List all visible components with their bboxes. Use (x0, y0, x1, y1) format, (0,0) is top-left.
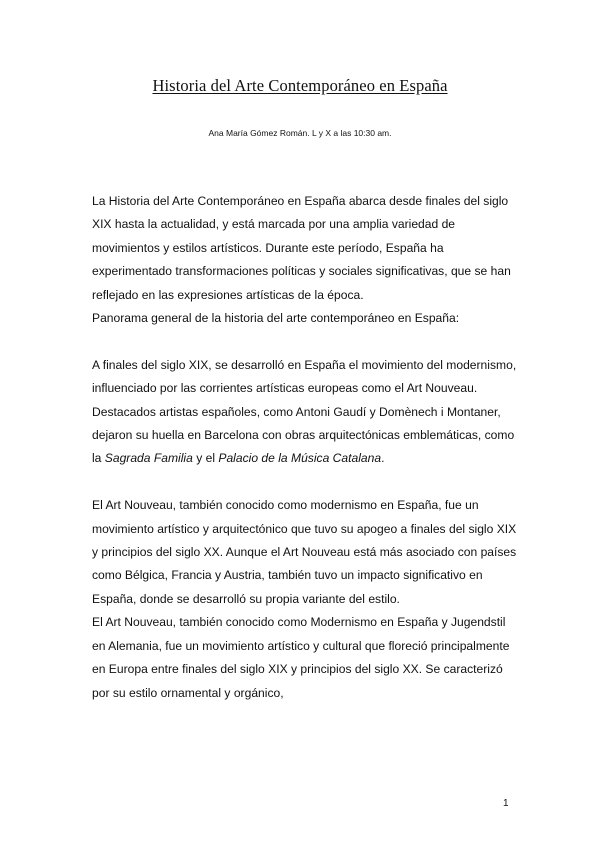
modernismo-paragraph (92, 354, 522, 471)
intro-paragraph: La Historia del Arte Contemporáneo en España abarca desde finales del siglo XIX hasta la actualidad, y está marcada por una amplia variedad de movimientos y estilos artísticos. Durante este período, España ha experimentado transformaciones políticas y sociales significativas, que se han reflejado en las expresiones artísticas de la época. (92, 194, 511, 302)
document-body (92, 190, 522, 705)
modernismo-text-after: . (381, 451, 385, 466)
modernismo-text-middle: y el (192, 451, 219, 466)
overview-heading: Panorama general de la historia del arte contemporáneo en España: (92, 311, 460, 326)
paragraph-gap (92, 330, 522, 353)
modernismo-text-before: A finales del siglo XIX, se desarrolló en España el movimiento del modernismo, influenciado por las corrientes artísticas europeas como el Art Nouveau. Destacados artistas españoles, como Antoni Gaudí y Domènech i Montaner, dejaron su huella en Barcelona con obras arquitectónicas emblemáticas, como la (92, 357, 517, 466)
art-nouveau-paragraph-2: El Art Nouveau, también conocido como Modernismo en España y Jugendstil en Alemania, fue un movimiento artístico y cultural que floreció principalmente en Europa entre finales del siglo XIX y principios del siglo XX. Se caracterizó por su estilo ornamental y orgánico, (92, 615, 510, 700)
document-subtitle: Ana María Gómez Román. L y X a las 10:30 am. (208, 128, 392, 138)
art-nouveau-paragraph-1: El Art Nouveau, también conocido como modernismo en España, fue un movimiento artístico y arquitectónico que tuvo su apogeo a finales del siglo XIX y principios del siglo XX. Aunque el Art Nouveau está más asociado con países como Bélgica, Francia y Austria, también tuvo un impacto significativo en España, donde se desarrolló su propia variante del estilo. (92, 498, 517, 606)
work-title-sagrada-familia: Sagrada Familia (104, 451, 193, 466)
page-number: 1 (503, 798, 509, 809)
document-title: Historia del Arte Contemporáneo en España (152, 76, 448, 95)
paragraph-gap (92, 471, 522, 494)
work-title-palacio-musica: Palacio de la Música Catalana (218, 451, 382, 466)
